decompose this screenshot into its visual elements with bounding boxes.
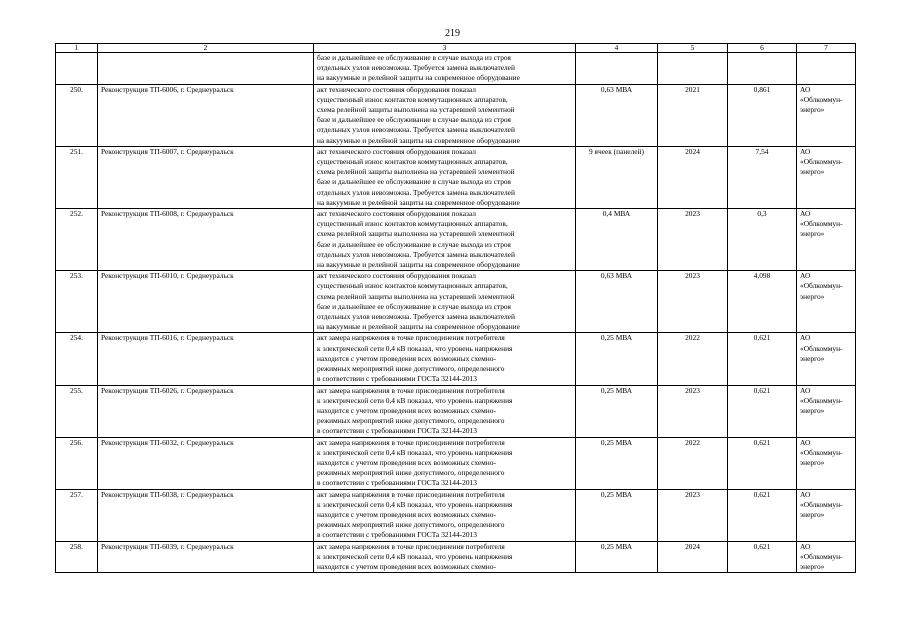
row-number (56, 53, 98, 85)
table-row (56, 541, 856, 573)
capacity-value: 0,25 МВА (576, 333, 658, 385)
projects-table (55, 43, 856, 573)
project-name: Реконструкция ТП-6008, г. Среднеуральск (98, 209, 314, 271)
year-value: 2024 (658, 146, 728, 208)
organization-name: АО «Облкоммун- энерго» (797, 385, 856, 437)
row-number: 256. (56, 437, 98, 489)
cost-value: 0,621 (728, 437, 797, 489)
column-header: 2 (98, 44, 314, 53)
row-number: 255. (56, 385, 98, 437)
cost-value: 0,621 (728, 541, 797, 573)
project-name: Реконструкция ТП-6039, г. Среднеуральск (98, 541, 314, 573)
cost-value: 0,621 (728, 489, 797, 541)
project-name: Реконструкция ТП-6006, г. Среднеуральск (98, 84, 314, 146)
table-row (56, 271, 856, 333)
capacity-value: 0,63 МВА (576, 271, 658, 333)
year-value: 2023 (658, 489, 728, 541)
column-header: 4 (576, 44, 658, 53)
year-value: 2023 (658, 209, 728, 271)
project-name: Реконструкция ТП-6016, г. Среднеуральск (98, 333, 314, 385)
year-value: 2021 (658, 84, 728, 146)
table-row (56, 333, 856, 385)
table-row (56, 489, 856, 541)
cost-value (728, 53, 797, 85)
organization-name: АО «Облкоммун- энерго» (797, 271, 856, 333)
capacity-value: 0,63 МВА (576, 84, 658, 146)
year-value: 2023 (658, 385, 728, 437)
table-row (56, 84, 856, 146)
project-name: Реконструкция ТП-6010, г. Среднеуральск (98, 271, 314, 333)
cost-value: 4,098 (728, 271, 797, 333)
column-header: 5 (658, 44, 728, 53)
cost-value: 0,3 (728, 209, 797, 271)
justification-text: акт технического состояния оборудования показал существенный износ контактов коммутационных аппаратов, схема релейной защиты выполнена на устаревшей элементной базе и дальнейшее ее обслуживание в случае выхода из строя отдельных узлов невозможна. Требуется замена выключателей на вакуумные и релейной защиты на современное оборудование (314, 84, 576, 146)
capacity-value: 0,25 МВА (576, 437, 658, 489)
cost-value: 0,621 (728, 333, 797, 385)
organization-name: АО «Облкоммун- энерго» (797, 437, 856, 489)
capacity-value (576, 53, 658, 85)
organization-name: АО «Облкоммун- энерго» (797, 84, 856, 146)
justification-text: акт технического состояния оборудования показал существенный износ контактов коммутационных аппаратов, схема релейной защиты выполнена на устаревшей элементной базе и дальнейшее ее обслуживание в случае выхода из строя отдельных узлов невозможна. Требуется замена выключателей на вакуумные и релейной защиты на современное оборудование (314, 209, 576, 271)
cost-value: 0,621 (728, 385, 797, 437)
organization-name: АО «Облкоммун- энерго» (797, 541, 856, 573)
column-header: 6 (728, 44, 797, 53)
organization-name: АО «Облкоммун- энерго» (797, 489, 856, 541)
justification-text: акт замера напряжения в точке присоединения потребителя к электрической сети 0,4 кВ показал, что уровень напряжения находится с учетом проведения всех возможных схемно- режимных мероприятий ниже допустимого, определенного в соответствии с требованиями ГОСТа 32144-2013 (314, 489, 576, 541)
year-value: 2023 (658, 271, 728, 333)
page-number: 219 (445, 28, 460, 39)
organization-name: АО «Облкоммун- энерго» (797, 209, 856, 271)
year-value: 2022 (658, 333, 728, 385)
table-row (56, 437, 856, 489)
justification-text: базе и дальнейшее ее обслуживание в случае выхода из строя отдельных узлов невозможна. Требуется замена выключателей на вакуумные и релейной защиты на современное оборудование (314, 53, 576, 85)
project-name (98, 53, 314, 85)
column-number-row (56, 44, 856, 53)
row-number: 253. (56, 271, 98, 333)
justification-text: акт замера напряжения в точке присоединения потребителя к электрической сети 0,4 кВ показал, что уровень напряжения находится с учетом проведения всех возможных схемно- режимных мероприятий ниже допустимого, определенного в соответствии с требованиями ГОСТа 32144-2013 (314, 437, 576, 489)
row-number: 254. (56, 333, 98, 385)
year-value: 2024 (658, 541, 728, 573)
cost-value: 7,54 (728, 146, 797, 208)
organization-name (797, 53, 856, 85)
table-body (56, 53, 856, 573)
table-row (56, 146, 856, 208)
justification-text: акт технического состояния оборудования показал существенный износ контактов коммутационных аппаратов, схема релейной защиты выполнена на устаревшей элементной базе и дальнейшее ее обслуживание в случае выхода из строя отдельных узлов невозможна. Требуется замена выключателей на вакуумные и релейной защиты на современное оборудование (314, 271, 576, 333)
column-header: 1 (56, 44, 98, 53)
capacity-value: 9 ячеек (панелей) (576, 146, 658, 208)
justification-text: акт технического состояния оборудования показал существенный износ контактов коммутационных аппаратов, схема релейной защиты выполнена на устаревшей элементной базе и дальнейшее ее обслуживание в случае выхода из строя отдельных узлов невозможна. Требуется замена выключателей на вакуумные и релейной защиты на современное оборудование (314, 146, 576, 208)
cost-value: 0,861 (728, 84, 797, 146)
capacity-value: 0,25 МВА (576, 385, 658, 437)
row-number: 251. (56, 146, 98, 208)
year-value: 2022 (658, 437, 728, 489)
row-number: 258. (56, 541, 98, 573)
year-value (658, 53, 728, 85)
organization-name: АО «Облкоммун- энерго» (797, 333, 856, 385)
table-row (56, 53, 856, 85)
row-number: 250. (56, 84, 98, 146)
column-header: 7 (797, 44, 856, 53)
capacity-value: 0,4 МВА (576, 209, 658, 271)
row-number: 257. (56, 489, 98, 541)
justification-text: акт замера напряжения в точке присоединения потребителя к электрической сети 0,4 кВ показал, что уровень напряжения находится с учетом проведения всех возможных схемно- режимных мероприятий ниже допустимого, определенного в соответствии с требованиями ГОСТа 32144-2013 (314, 333, 576, 385)
project-name: Реконструкция ТП-6007, г. Среднеуральск (98, 146, 314, 208)
justification-text: акт замера напряжения в точке присоединения потребителя к электрической сети 0,4 кВ показал, что уровень напряжения находится с учетом проведения всех возможных схемно- режимных мероприятий ниже допустимого, определенного в соответствии с требованиями ГОСТа 32144-2013 (314, 385, 576, 437)
capacity-value: 0,25 МВА (576, 489, 658, 541)
table-row (56, 209, 856, 271)
project-name: Реконструкция ТП-6038, г. Среднеуральск (98, 489, 314, 541)
justification-text: акт замера напряжения в точке присоединения потребителя к электрической сети 0,4 кВ показал, что уровень напряжения находится с учетом проведения всех возможных схемно- (314, 541, 576, 573)
project-name: Реконструкция ТП-6032, г. Среднеуральск (98, 437, 314, 489)
table-row (56, 385, 856, 437)
project-name: Реконструкция ТП-6026, г. Среднеуральск (98, 385, 314, 437)
capacity-value: 0,25 МВА (576, 541, 658, 573)
row-number: 252. (56, 209, 98, 271)
column-header: 3 (314, 44, 576, 53)
organization-name: АО «Облкоммун- энерго» (797, 146, 856, 208)
